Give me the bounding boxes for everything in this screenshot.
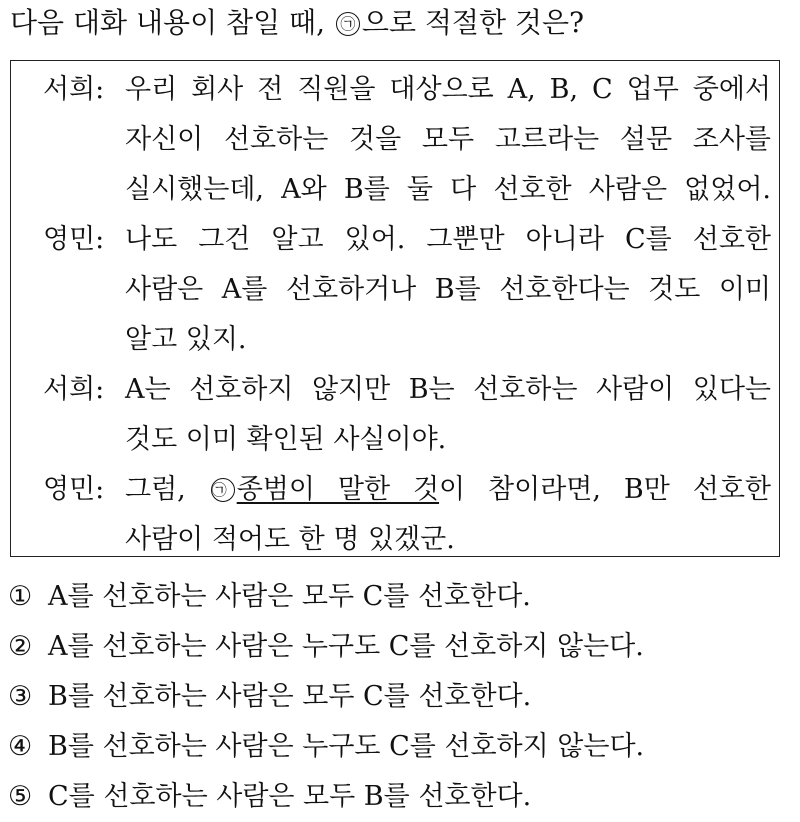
speech-line: 사람이 적어도 한 명 있겠군. bbox=[125, 524, 455, 555]
option-number: ② bbox=[8, 631, 33, 662]
speech-text bbox=[125, 215, 771, 365]
speech-line: 우리 회사 전 직원을 대상으로 A, B, C 업무 중에서 bbox=[125, 74, 771, 105]
option-number: ③ bbox=[8, 681, 33, 712]
speech-fragment: 이 참이라면, B만 선호한 bbox=[439, 474, 771, 505]
speech-line: A는 선호하지 않지만 B는 선호하는 사람이 있다는 bbox=[125, 374, 771, 405]
speaker-label: 서희: bbox=[43, 374, 105, 405]
option-text: B를 선호하는 사람은 누구도 C를 선호하지 않는다. bbox=[48, 731, 645, 762]
option-text: B를 선호하는 사람은 모두 C를 선호한다. bbox=[48, 681, 532, 712]
option-text: A를 선호하는 사람은 누구도 C를 선호하지 않는다. bbox=[48, 631, 644, 662]
speech-line: 알고 있지. bbox=[125, 324, 247, 355]
option-number: ⑤ bbox=[8, 781, 33, 812]
option-text: A를 선호하는 사람은 모두 C를 선호한다. bbox=[48, 581, 531, 612]
option-text: C를 선호하는 사람은 모두 B를 선호한다. bbox=[48, 781, 532, 812]
question-stem bbox=[10, 3, 584, 43]
underlined-phrase: 종범이 말한 것 bbox=[236, 474, 440, 505]
answer-option-5[interactable] bbox=[8, 772, 788, 822]
speaker-label: 영민: bbox=[43, 224, 105, 255]
dialogue-box bbox=[10, 60, 780, 557]
dialogue-turn-3 bbox=[43, 365, 771, 465]
speech-line: 것도 이미 확인된 사실이야. bbox=[125, 424, 447, 455]
question-text-before: 다음 대화 내용이 참일 때, bbox=[10, 6, 334, 39]
speech-line: 실시했는데, A와 B를 둘 다 선호한 사람은 없었어. bbox=[125, 174, 771, 205]
speech-line bbox=[125, 465, 771, 515]
answer-option-1[interactable] bbox=[8, 572, 788, 622]
speech-text bbox=[125, 465, 771, 565]
option-number: ① bbox=[8, 581, 33, 612]
answer-option-4[interactable] bbox=[8, 722, 788, 772]
speech-line: 나도 그건 알고 있어. 그뿐만 아니라 C를 선호한 bbox=[125, 224, 771, 255]
speech-text bbox=[125, 365, 771, 465]
answer-option-2[interactable] bbox=[8, 622, 788, 672]
speech-text bbox=[125, 65, 771, 215]
speech-line: 사람은 A를 선호하거나 B를 선호한다는 것도 이미 bbox=[125, 274, 771, 305]
answer-option-3[interactable] bbox=[8, 672, 788, 722]
speaker-label: 서희: bbox=[43, 74, 105, 105]
marker-giyeok: ㉠ bbox=[211, 478, 235, 502]
speaker-label: 영민: bbox=[43, 474, 105, 505]
option-number: ④ bbox=[8, 731, 33, 762]
speech-line: 자신이 선호하는 것을 모두 고르라는 설문 조사를 bbox=[125, 124, 771, 155]
dialogue-turn-1 bbox=[43, 65, 771, 215]
speech-fragment: 그럼, bbox=[125, 474, 209, 505]
marker-giyeok: ㉠ bbox=[336, 12, 360, 36]
answer-options bbox=[8, 572, 788, 822]
question-text-after: 으로 적절한 것은? bbox=[361, 6, 585, 39]
dialogue-turn-2 bbox=[43, 215, 771, 365]
dialogue-turn-4 bbox=[43, 465, 771, 565]
